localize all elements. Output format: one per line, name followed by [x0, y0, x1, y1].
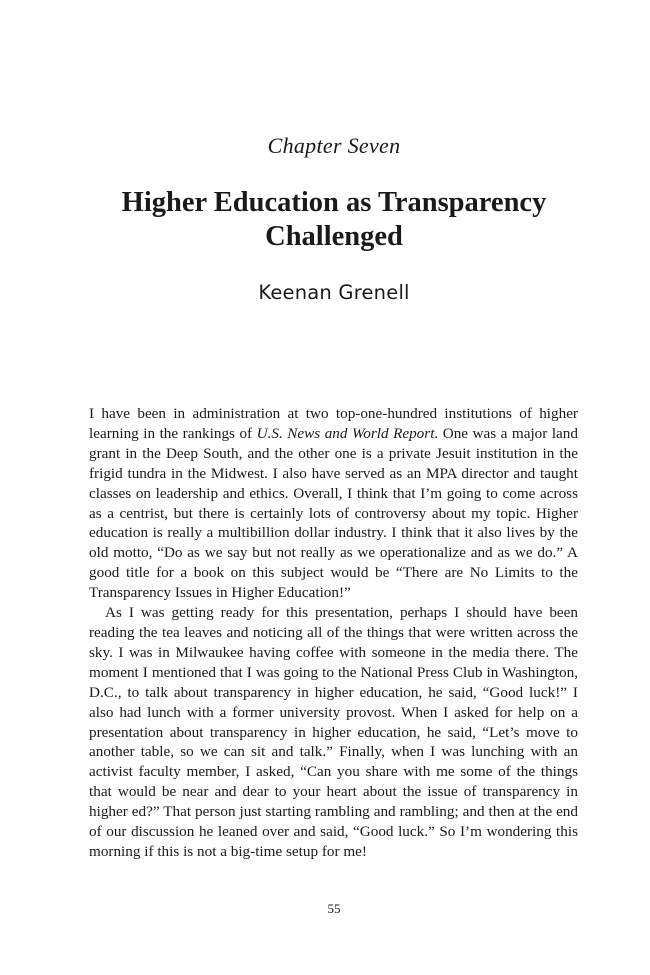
paragraph-2: As I was getting ready for this presentation, perhaps I should have been reading the tea leaves and noticing all of the things that were written across the sky. I was in Milwaukee having coffee with someone in the media there. The moment I mentioned that I was going to the National Press Club in Washington, D.C., to talk about transparency in higher education, he said, “Good luck!” I also had lunch with a former university provost. When I asked for help on a presentation about transparency in higher education, he said, “Let’s move to another table, so we can sit and talk.” Finally, when I was lunching with an activist faculty member, I asked, “Can you share with me some of the things that would be near and dear to your heart about the issue of transparency in higher ed?” That person just starting rambling and rambling; and then at the end of our discussion he leaned over and said, “Good luck.” So I’m wondering this morning if this is not a big-time setup for me!	[89, 604, 578, 860]
chapter-title-line-1: Higher Education as Transparency	[121, 187, 547, 218]
chapter-body	[89, 404, 578, 862]
publication-title: U.S. News and World Report	[256, 424, 435, 442]
paragraph-1-rest: . One was a major land grant in the Deep South, and the other one is a private Jesuit institution in the frigid tundra in the Midwest. I also have served as an MPA director and taught classes on leadership and ethics. Overall, I think that I’m going to come across as a centrist, but there is certainly lots of controversy about my topic. Higher education is really a multibillion dollar industry. I think that it also lives by the old motto, “Do as we say but not really as we operationalize and as we do.” A good title for a book on this subject would be “There are No Limits to the Transparency Issues in Higher Education!”	[89, 424, 578, 602]
paragraph-1-start: I have been in administration at two top-one-hundred institutions of higher learning in the rankings of	[89, 405, 578, 442]
paragraph-1	[89, 404, 578, 603]
chapter-label: Chapter Seven	[267, 133, 401, 158]
chapter-title-line-2: Challenged	[265, 221, 403, 252]
chapter-title	[0, 186, 650, 254]
page-number: 55	[327, 901, 341, 916]
chapter-author: Keenan Grenell	[258, 281, 410, 304]
